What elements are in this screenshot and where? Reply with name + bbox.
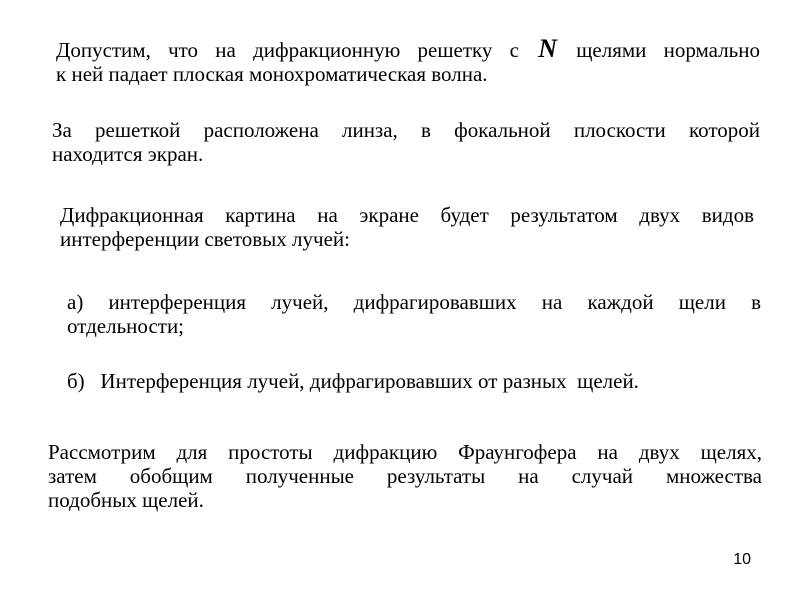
paragraph-line: Рассмотрим для простоты дифракцию Фраунгофера на двух щелях,	[48, 440, 762, 464]
list-item-b	[67, 369, 761, 393]
paragraph-line: За решеткой расположена линза, в фокальной плоскости которой	[52, 118, 760, 142]
text-fragment: Допустим, что на дифракционную решетку с	[56, 38, 537, 62]
paragraph-line: Дифракционная картина на экране будет результатом двух видов	[60, 203, 754, 227]
paragraph-lens-screen	[52, 118, 760, 166]
paragraph-line: а) интерференция лучей, дифрагировавших на каждой щели в	[67, 290, 761, 314]
page-number: 10	[733, 551, 751, 568]
paragraph-line	[56, 34, 760, 63]
variable-n: N	[538, 34, 557, 63]
paragraph-interference-types	[60, 203, 754, 251]
list-item-a	[67, 290, 761, 338]
paragraph-line: находится экран.	[52, 142, 204, 166]
paragraph-line: интерференции световых лучей:	[60, 227, 350, 251]
paragraph-fraunhofer	[48, 440, 762, 512]
paragraph-grating-setup	[56, 34, 760, 86]
paragraph-line: затем обобщим полученные результаты на случай множества	[48, 464, 762, 488]
paragraph-line: подобных щелей.	[48, 488, 204, 512]
paragraph-line: б) Интерференция лучей, дифрагировавших от разных щелей.	[67, 369, 639, 393]
text-fragment: щелями нормально	[558, 38, 760, 62]
paragraph-line: к ней падает плоская монохроматическая волна.	[56, 62, 488, 86]
paragraph-line: отдельности;	[67, 314, 185, 338]
